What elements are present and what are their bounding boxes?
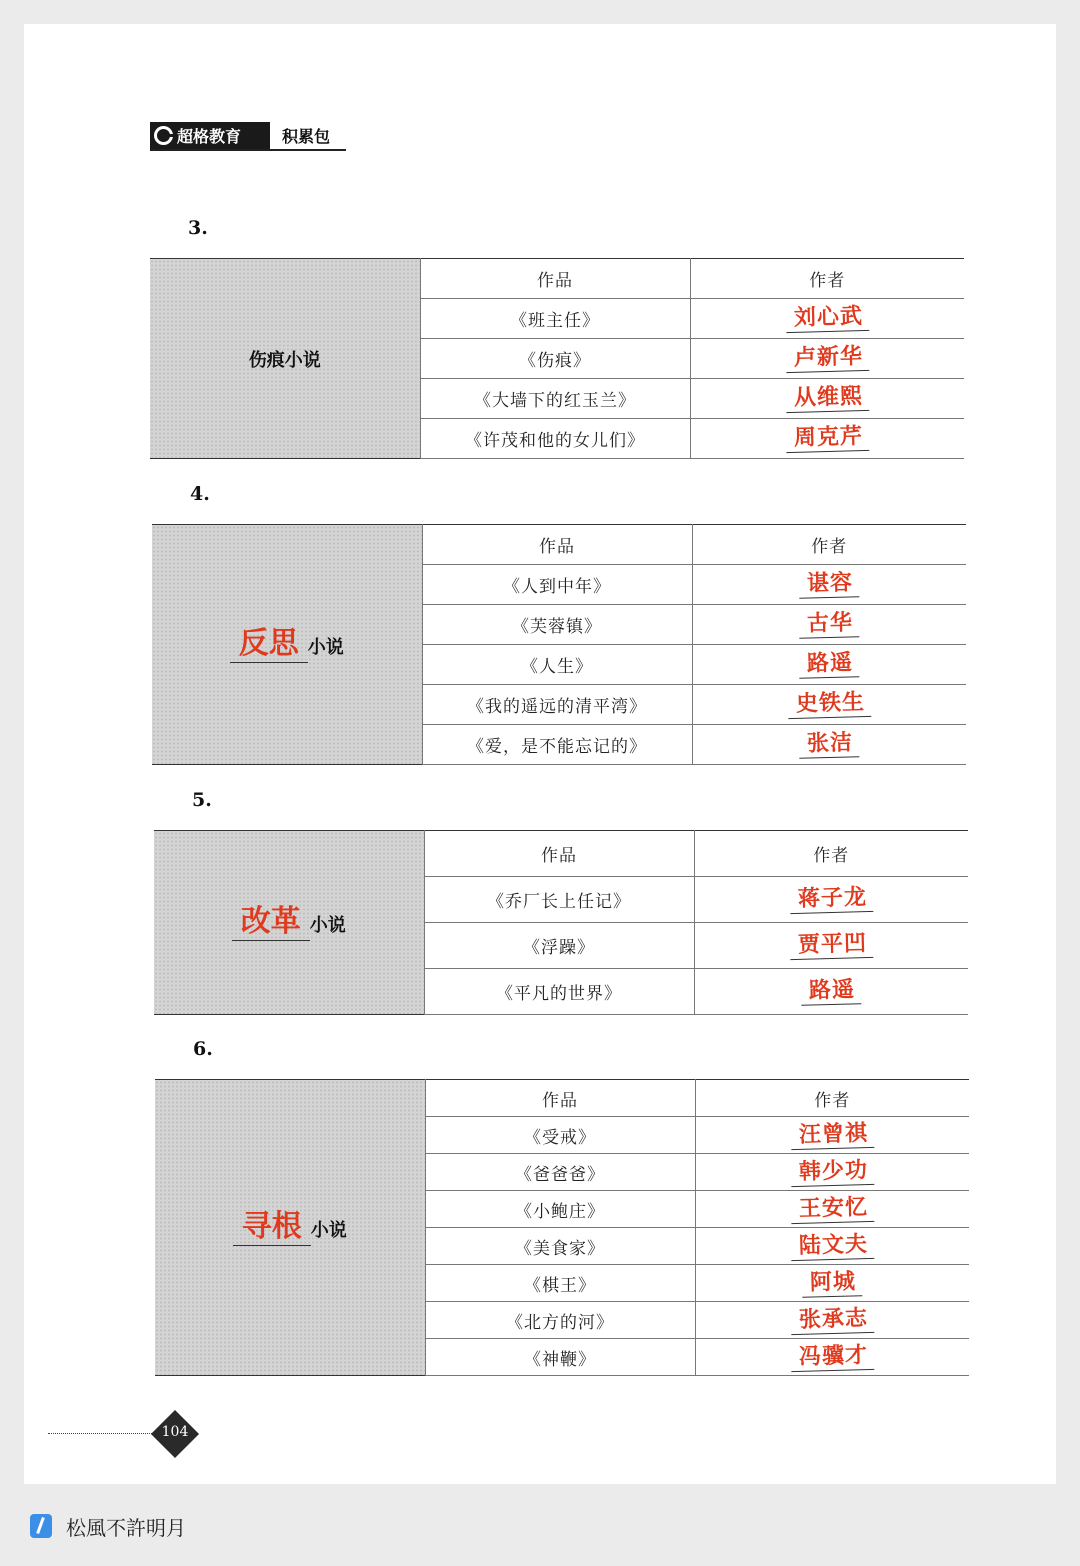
work-cell: 《人到中年》 — [422, 565, 692, 605]
author-handwritten: 卢新华 — [785, 344, 869, 373]
author-cell — [694, 923, 968, 969]
work-cell: 《神鞭》 — [425, 1339, 695, 1376]
header-author: 作者 — [690, 259, 964, 299]
brand-sub: 积累包 — [282, 127, 331, 146]
category-blank-handwritten: 改革 — [232, 904, 310, 941]
work-cell: 《伤痕》 — [420, 339, 690, 379]
author-handwritten: 陆文夫 — [790, 1231, 874, 1260]
author-handwritten: 冯骥才 — [790, 1342, 874, 1371]
work-cell: 《北方的河》 — [425, 1302, 695, 1339]
work-cell: 《大墙下的红玉兰》 — [420, 379, 690, 419]
work-cell: 《人生》 — [422, 645, 692, 685]
brand-name: 超格教育 — [177, 127, 242, 146]
author-cell — [694, 969, 968, 1015]
author-handwritten: 谌容 — [799, 570, 860, 599]
author-handwritten: 阿城 — [802, 1269, 863, 1298]
brand-header — [150, 122, 346, 151]
work-cell: 《芙蓉镇》 — [422, 605, 692, 645]
category-cell — [152, 525, 422, 765]
header-author: 作者 — [692, 525, 966, 565]
table-section-6 — [155, 1079, 969, 1376]
category-label: 伤痕小说 — [248, 349, 321, 371]
author-handwritten: 路遥 — [801, 977, 862, 1006]
work-cell: 《棋王》 — [425, 1265, 695, 1302]
notes-app-icon[interactable] — [30, 1514, 52, 1538]
work-cell: 《美食家》 — [425, 1228, 695, 1265]
page-number-rule — [48, 1433, 160, 1434]
table-section-5 — [154, 830, 968, 1015]
author-cell — [692, 645, 966, 685]
category-suffix: 小说 — [309, 915, 346, 936]
category-cell — [150, 259, 420, 459]
page-number: 104 — [161, 1424, 189, 1440]
author-cell — [692, 605, 966, 645]
work-cell: 《平凡的世界》 — [424, 969, 694, 1015]
header-work: 作品 — [422, 525, 692, 565]
author-handwritten: 路遥 — [799, 650, 860, 679]
work-cell: 《班主任》 — [420, 299, 690, 339]
brand-logo — [150, 122, 270, 149]
document-page — [24, 24, 1056, 1484]
author-cell — [692, 685, 966, 725]
question-number-6: 6. — [193, 1038, 213, 1060]
author-handwritten: 周克芹 — [785, 424, 869, 453]
brand-logo-icon — [154, 126, 173, 145]
author-cell — [695, 1265, 969, 1302]
work-cell: 《乔厂长上任记》 — [424, 877, 694, 923]
author-cell — [695, 1117, 969, 1154]
work-cell: 《许茂和他的女儿们》 — [420, 419, 690, 459]
work-cell: 《爸爸爸》 — [425, 1154, 695, 1191]
work-cell: 《受戒》 — [425, 1117, 695, 1154]
header-author: 作者 — [694, 831, 968, 877]
author-handwritten: 韩少功 — [790, 1157, 874, 1186]
category-blank-handwritten: 反思 — [230, 626, 308, 663]
author-handwritten: 张洁 — [799, 730, 860, 759]
author-cell — [690, 419, 964, 459]
author-handwritten: 王安忆 — [790, 1194, 874, 1223]
author-cell — [690, 299, 964, 339]
category-cell — [154, 831, 424, 1015]
author-handwritten: 史铁生 — [787, 690, 871, 719]
work-cell: 《爱，是不能忘记的》 — [422, 725, 692, 765]
author-cell — [690, 379, 964, 419]
author-handwritten: 从维熙 — [785, 384, 869, 413]
author-cell — [695, 1302, 969, 1339]
question-number-3: 3. — [188, 217, 208, 239]
author-cell — [692, 725, 966, 765]
category-suffix: 小说 — [310, 1220, 347, 1241]
author-cell — [692, 565, 966, 605]
author-handwritten: 刘心武 — [785, 304, 869, 333]
author-handwritten: 贾平凹 — [789, 931, 873, 960]
author-cell — [695, 1154, 969, 1191]
author-handwritten: 张承志 — [790, 1305, 874, 1334]
table-section-3 — [150, 258, 964, 459]
question-number-5: 5. — [192, 789, 212, 811]
app-name[interactable]: 松風不許明月 — [66, 1515, 186, 1540]
author-handwritten: 古华 — [799, 610, 860, 639]
app-footer — [0, 1496, 1080, 1556]
author-cell — [694, 877, 968, 923]
work-cell: 《我的遥远的清平湾》 — [422, 685, 692, 725]
category-cell — [155, 1080, 425, 1376]
header-author: 作者 — [695, 1080, 969, 1117]
author-cell — [695, 1191, 969, 1228]
table-section-4 — [152, 524, 966, 765]
category-blank-handwritten: 寻根 — [233, 1209, 311, 1246]
work-cell: 《浮躁》 — [424, 923, 694, 969]
author-cell — [695, 1228, 969, 1265]
author-handwritten: 汪曾祺 — [790, 1120, 874, 1149]
author-cell — [690, 339, 964, 379]
header-work: 作品 — [425, 1080, 695, 1117]
question-number-4: 4. — [190, 483, 210, 505]
author-handwritten: 蒋子龙 — [789, 885, 873, 914]
author-cell — [695, 1339, 969, 1376]
header-work: 作品 — [424, 831, 694, 877]
work-cell: 《小鲍庄》 — [425, 1191, 695, 1228]
header-work: 作品 — [420, 259, 690, 299]
category-suffix: 小说 — [307, 637, 344, 658]
